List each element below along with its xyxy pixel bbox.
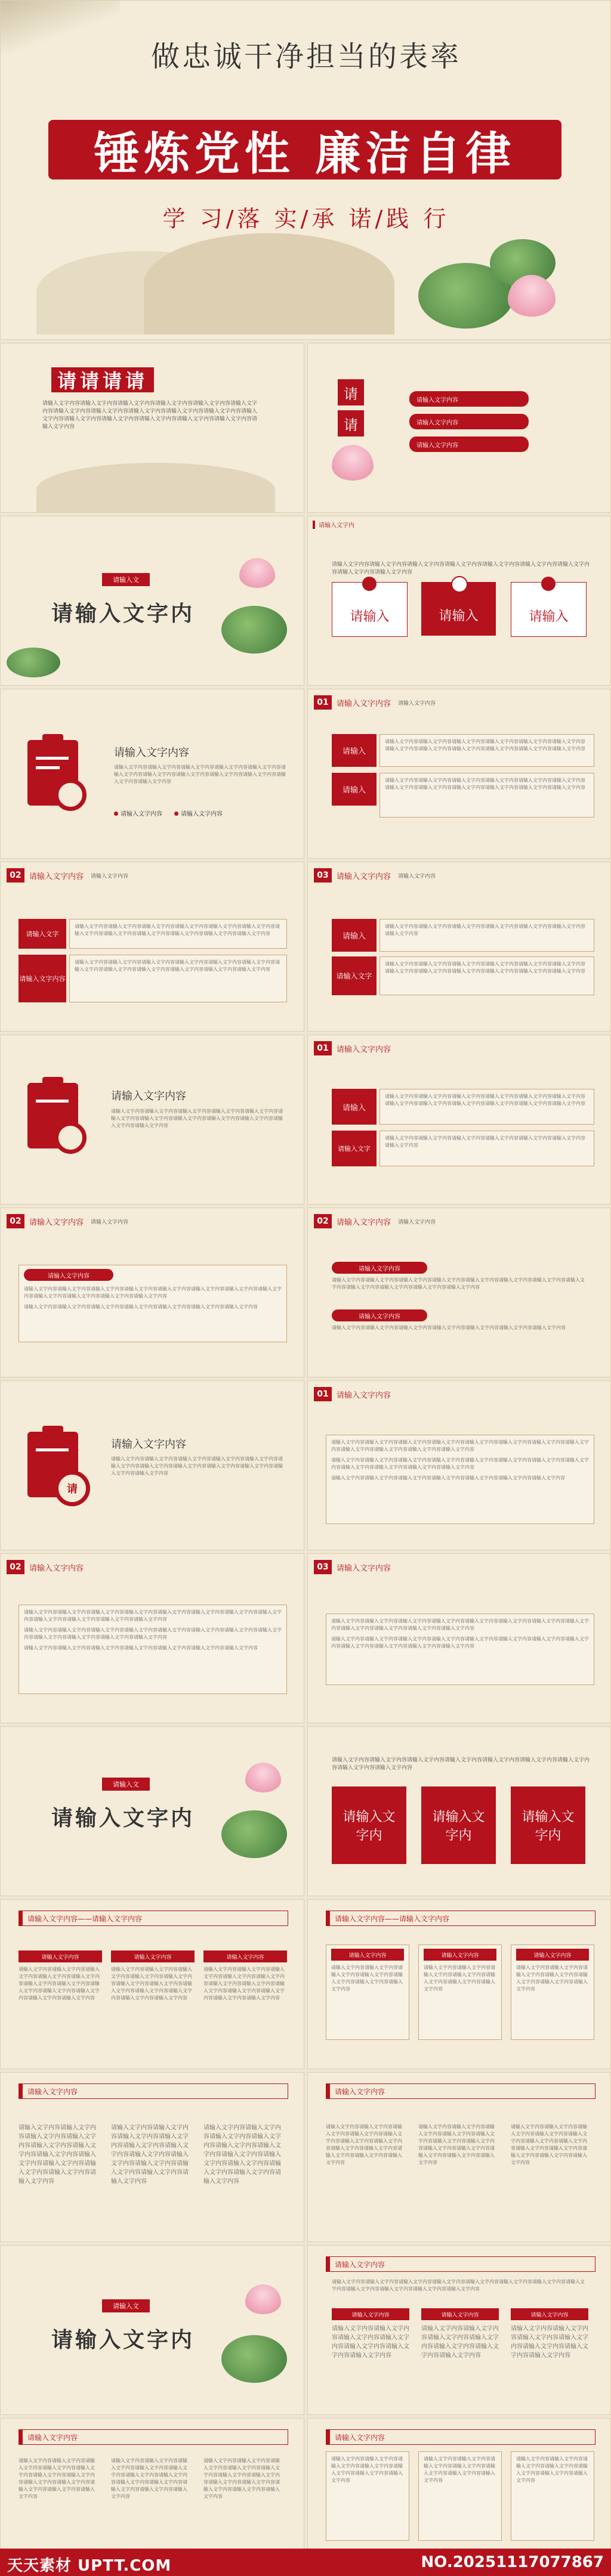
toc-item-3[interactable] [409, 436, 529, 452]
list-text-1: 请输入文字内容请输入文字内容请输入文字内容请输入文字内容请输入文字内容请输入文字内容请输入文字内容请输入文字内容请输入文字内容请输入文字内容请输入文字内容请输入文字内容 [24, 1286, 282, 1299]
list-text-2: 请输入文字内容请输入文字内容请输入文字内容请输入文字内容请输入文字内容请输入文字内容请输入文字内容 [24, 1304, 258, 1309]
toc-calligraphy-lotus [332, 445, 374, 481]
doc-legend [114, 809, 223, 818]
section2-title: 请输入文字内 [51, 1806, 195, 1831]
slide-header [314, 868, 436, 883]
section-number: 03 [314, 868, 332, 883]
list-text-3: 请输入文字内容请输入文字内容请输入文字内容请输入文字内容请输入文字内容请输入文字内容请输入文字内容 [331, 1475, 565, 1481]
toc-item-1[interactable] [409, 391, 529, 407]
columns-header-text: 请输入文字内容 [27, 2433, 78, 2442]
card-1 [326, 1945, 409, 2040]
box-card-2[interactable]: 请输入文字内 [421, 1787, 496, 1864]
row-label-2: 请输入 [332, 773, 377, 806]
list-panel [326, 1614, 594, 1685]
columns-slide-d [307, 2072, 611, 2242]
box-card-1[interactable]: 请输入文字内 [332, 1787, 406, 1864]
slide-header [314, 1387, 391, 1401]
row-text-1: 请输入文字内容请输入文字内容请输入文字内容请输入文字内容请输入文字内容请输入文字内容请输入文字内容请输入文字内容请输入文字内容请输入文字内容请输入文字内容请输入文字内容 [69, 919, 287, 949]
doc-title: 请输入文字内容 [114, 747, 189, 759]
columns-header [18, 1911, 288, 1926]
column-2-text: 请输入文字内容请输入文字内容请输入文字内容请输入文字内容请输入文字内容请输入文字内容请输入文字内容请输入文字内容请输入文字内容请输入文字内容请输入文字内容请输入文字内容 [111, 1967, 192, 2001]
section-title: 请输入文字内容 [29, 872, 84, 881]
section-title: 请输入文字内容 [337, 1045, 391, 1054]
slide-header [314, 1041, 391, 1055]
section-number: 01 [314, 1387, 332, 1401]
row-label-1: 请输入 [332, 919, 377, 952]
columns-header [326, 2429, 595, 2445]
row-text-1: 请输入文字内容请输入文字内容请输入文字内容请输入文字内容请输入文字内容请输入文字内容请输入文字内容 [379, 919, 594, 952]
doc-title: 请输入文字内容 [111, 1438, 186, 1451]
section2-body: 请输入文字内容请输入文字内容请输入文字内容请输入文字内容请输入文字内容请输入文字内容请输入文字内容请输入文字内容请输入文字内容 [332, 1757, 590, 1771]
section-number: 02 [7, 868, 24, 883]
card-3 [511, 1945, 594, 2040]
toc-body: 请输入文字内容请输入文字内容请输入文字内容请输入文字内容请输入文字内容请输入文字内容请输入文字内容请输入文字内容请输入文字内容请输入文字内容请输入文字内容请输入文字内容请输入文字内容请输入文字内容请输入文字内容请输入文字内容请输入文字内容请输入文字内容 [42, 401, 258, 430]
circle-card-1-dot [362, 577, 377, 591]
card-2-text: 请输入文字内容请输入文字内容请输入文字内容请输入文字内容请输入文字内容请输入文字内容请输入文字内容 [424, 2456, 495, 2483]
section-title: 请输入文字内容 [29, 1563, 84, 1573]
col-label-1: 请输入文字内容 [332, 2308, 409, 2320]
list-text-1: 请输入文字内容请输入文字内容请输入文字内容请输入文字内容请输入文字内容请输入文字内容请输入文字内容请输入文字内容请输入文字内容请输入文字内容请输入文字内容请输入文字内容 [332, 1277, 585, 1290]
row-label-1: 请输入文字 [18, 919, 66, 949]
card-1-label: 请输入文字内容 [331, 1949, 404, 1961]
section2-slide-left [0, 1726, 304, 1896]
section1-tag: 请输入文 [102, 573, 150, 586]
toc-mountain [36, 463, 275, 513]
header-bar-icon [326, 1911, 330, 1925]
cover-slide [0, 0, 611, 340]
numbered-slide-03a [307, 862, 611, 1032]
column-2-text: 请输入文字内容请输入文字内容请输入文字内容请输入文字内容请输入文字内容请输入文字内容请输入文字内容请输入文字内容请输入文字内容请输入文字内容请输入文字内容请输入文字内容 [111, 2125, 189, 2185]
numbered-slide-02b [0, 1208, 304, 1377]
column-3-text: 请输入文字内容请输入文字内容请输入文字内容请输入文字内容请输入文字内容请输入文字内容请输入文字内容请输入文字内容请输入文字内容请输入文字内容请输入文字内容请输入文字内容 [203, 1967, 285, 2001]
section-number: 03 [314, 1560, 332, 1574]
toc-item-2-label: 请输入文字内容 [416, 419, 458, 426]
slide-header [7, 1560, 84, 1574]
cover-main-title [48, 120, 561, 179]
slide-header [7, 1214, 128, 1228]
list-panel [18, 1605, 287, 1694]
columns-header-text: 请输入文字内容——请输入文字内容 [27, 1914, 143, 1923]
circle-card-3-dot [541, 577, 556, 591]
list-text-2: 请输入文字内容请输入文字内容请输入文字内容请输入文字内容请输入文字内容请输入文字内容请输入文字内容 [332, 1325, 566, 1330]
section1-header [313, 520, 354, 529]
circle-card-1-label: 请输入 [350, 609, 390, 624]
column-3-label: 请输入文字内容 [203, 1950, 287, 1962]
section-subtitle: 请输入文字内容 [398, 873, 436, 880]
section-title: 请输入文字内容 [29, 1218, 84, 1227]
column-2 [111, 1950, 195, 2002]
section-number: 02 [314, 1214, 332, 1228]
numbered-slide-01b [307, 1035, 611, 1205]
toc-side-char-2: 请 [338, 410, 364, 436]
mountain-decoration [36, 215, 394, 335]
columns-slide-c [0, 2072, 304, 2242]
columns-slide-e [0, 2418, 304, 2549]
row-text-2: 请输入文字内容请输入文字内容请输入文字内容请输入文字内容请输入文字内容请输入文字内容请输入文字内容请输入文字内容请输入文字内容请输入文字内容请输入文字内容请输入文字内容 [379, 956, 594, 995]
section3-slide-right [307, 2245, 611, 2415]
section-title: 请输入文字内容 [337, 1218, 391, 1227]
header-bar-icon [326, 2084, 330, 2098]
column-2-text: 请输入文字内容请输入文字内容请输入文字内容请输入文字内容请输入文字内容请输入文字内容请输入文字内容请输入文字内容请输入文字内容请输入文字内容请输入文字内容请输入文字内容 [418, 2124, 495, 2165]
row-label-2: 请输入文字内容 [18, 955, 66, 1002]
columns-header-text: 请输入文字内容——请输入文字内容 [335, 1914, 450, 1923]
slide-header [314, 1560, 391, 1574]
numbered-slide-01c [307, 1380, 611, 1550]
section1-lotus [239, 558, 275, 588]
row-text-2: 请输入文字内容请输入文字内容请输入文字内容请输入文字内容请输入文字内容请输入文字内容请输入文字内容 [379, 1131, 594, 1166]
header-bar-icon [326, 2257, 330, 2271]
section1-header-text: 请输入文字内 [319, 522, 354, 529]
col-label-2: 请输入文字内容 [421, 2308, 499, 2320]
toc-title-text: 请请请请 [57, 370, 149, 392]
doc-icon-slide-a [0, 689, 304, 859]
card-3-text: 请输入文字内容请输入文字内容请输入文字内容请输入文字内容请输入文字内容请输入文字内容请输入文字内容 [516, 1965, 588, 1992]
section1-title: 请输入文字内 [51, 602, 195, 626]
card-3-label: 请输入文字内容 [516, 1949, 589, 1961]
toc-side-block [338, 379, 364, 439]
cover-title-text: 锤炼党性 廉洁自律 [94, 126, 516, 180]
col-text-2: 请输入文字内容请输入文字内容请输入文字内容请输入文字内容请输入文字内容请输入文字内容请输入文字内容 [421, 2326, 499, 2359]
columns-header-text: 请输入文字内容 [335, 2087, 385, 2096]
row-text-2: 请输入文字内容请输入文字内容请输入文字内容请输入文字内容请输入文字内容请输入文字内容请输入文字内容请输入文字内容请输入文字内容请输入文字内容请输入文字内容请输入文字内容 [379, 773, 594, 818]
column-1-label: 请输入文字内容 [18, 1950, 102, 1962]
row-label-2: 请输入文字 [332, 1131, 377, 1166]
column-3 [203, 1950, 287, 2002]
doc-icon-slide-c [0, 1380, 304, 1550]
section1-slide-left [0, 516, 304, 686]
section-number: 02 [7, 1560, 24, 1574]
toc-side-char-1: 请 [338, 379, 364, 405]
numbered-slide-02c [307, 1208, 611, 1377]
list-panel [326, 1435, 594, 1524]
column-3-text: 请输入文字内容请输入文字内容请输入文字内容请输入文字内容请输入文字内容请输入文字内容请输入文字内容请输入文字内容请输入文字内容请输入文字内容请输入文字内容请输入文字内容 [511, 2124, 587, 2165]
section-number: 02 [7, 1214, 24, 1228]
circle-card-2-dot [451, 576, 468, 593]
doc-icon-slide-b [0, 1035, 304, 1205]
column-1-text: 请输入文字内容请输入文字内容请输入文字内容请输入文字内容请输入文字内容请输入文字内容请输入文字内容请输入文字内容请输入文字内容请输入文字内容请输入文字内容请输入文字内容 [18, 2458, 95, 2499]
columns-slide-b [307, 1899, 611, 2069]
slide-header [314, 695, 436, 710]
section3-body: 请输入文字内容请输入文字内容请输入文字内容请输入文字内容请输入文字内容请输入文字内容请输入文字内容请输入文字内容请输入文字内容请输入文字内容请输入文字内容请输入文字内容 [332, 2279, 585, 2292]
list-panel [18, 1265, 287, 1342]
card-1 [326, 2451, 409, 2541]
watermark-right: NO.20251117077867 [421, 2553, 604, 2571]
cover-subtitle-top: 做忠诚干净担当的表率 [150, 40, 461, 73]
column-1-text: 请输入文字内容请输入文字内容请输入文字内容请输入文字内容请输入文字内容请输入文字内容请输入文字内容请输入文字内容请输入文字内容请输入文字内容请输入文字内容请输入文字内容 [18, 2125, 96, 2185]
section3-title: 请输入文字内 [51, 2328, 195, 2352]
columns-slide-f [307, 2418, 611, 2549]
card-3 [511, 2451, 594, 2541]
section-number: 01 [314, 695, 332, 710]
columns-header-text: 请输入文字内容 [335, 2433, 385, 2442]
card-2-label: 请输入文字内容 [424, 1949, 496, 1961]
header-bar-icon [19, 2084, 23, 2098]
row-label-1: 请输入 [332, 1089, 377, 1125]
card-2 [418, 2451, 502, 2541]
columns-header [18, 2083, 288, 2099]
columns-header [326, 1911, 595, 1926]
column-1 [18, 1950, 102, 2002]
slide-header [7, 868, 128, 883]
list-text-1: 请输入文字内容请输入文字内容请输入文字内容请输入文字内容请输入文字内容请输入文字内容请输入文字内容请输入文字内容请输入文字内容请输入文字内容请输入文字内容请输入文字内容 [331, 1439, 589, 1452]
columns-header [326, 2083, 595, 2099]
card-1-text: 请输入文字内容请输入文字内容请输入文字内容请输入文字内容请输入文字内容请输入文字内容请输入文字内容 [331, 2456, 403, 2483]
section2-leaf [221, 1810, 287, 1858]
watermark-footer [0, 2549, 611, 2576]
circle-card-2-label: 请输入 [439, 609, 479, 624]
card-3-text: 请输入文字内容请输入文字内容请输入文字内容请输入文字内容请输入文字内容请输入文字内容请输入文字内容 [516, 2456, 588, 2483]
cover-slogan: 学 习/落 实/承 诺/践 行 [162, 206, 450, 232]
legend-item-2: 请输入文字内容 [174, 809, 223, 818]
section1-body: 请输入文字内容请输入文字内容请输入文字内容请输入文字内容请输入文字内容请输入文字内容请输入文字内容请输入文字内容请输入文字内容 [332, 562, 590, 575]
document-search-icon [27, 1426, 93, 1509]
row-text-1: 请输入文字内容请输入文字内容请输入文字内容请输入文字内容请输入文字内容请输入文字内容请输入文字内容请输入文字内容请输入文字内容请输入文字内容请输入文字内容请输入文字内容 [379, 734, 594, 767]
legend-item-1: 请输入文字内容 [114, 809, 162, 818]
toc-slide-left [0, 343, 304, 513]
list-text-3: 请输入文字内容请输入文字内容请输入文字内容请输入文字内容请输入文字内容请输入文字内容请输入文字内容 [24, 1645, 258, 1651]
section2-slide-right [307, 1726, 611, 1896]
toc-slide-right [307, 343, 611, 513]
column-1-text: 请输入文字内容请输入文字内容请输入文字内容请输入文字内容请输入文字内容请输入文字内容请输入文字内容请输入文字内容请输入文字内容请输入文字内容请输入文字内容请输入文字内容 [326, 2124, 402, 2165]
section-number: 01 [314, 1041, 332, 1055]
card-2-text: 请输入文字内容请输入文字内容请输入文字内容请输入文字内容请输入文字内容请输入文字内容请输入文字内容 [424, 1965, 495, 1992]
circle-card-1[interactable] [332, 582, 408, 637]
toc-title [51, 367, 154, 392]
section3-slide-left [0, 2245, 304, 2415]
section-subtitle: 请输入文字内容 [398, 1219, 436, 1225]
box-card-3[interactable]: 请输入文字内 [511, 1787, 585, 1864]
slide-header [314, 1214, 436, 1228]
columns-slide-a [0, 1899, 304, 2069]
circle-card-3-label: 请输入 [529, 609, 569, 624]
columns-header-text: 请输入文字内容 [335, 2260, 385, 2269]
section-subtitle: 请输入文字内容 [91, 873, 129, 880]
col-text-1: 请输入文字内容请输入文字内容请输入文字内容请输入文字内容请输入文字内容请输入文字内容请输入文字内容 [332, 2326, 409, 2359]
toc-item-1-label: 请输入文字内容 [416, 397, 458, 404]
section3-tag: 请输入文 [102, 2299, 150, 2312]
section2-lotus [245, 1763, 281, 1792]
column-3-text: 请输入文字内容请输入文字内容请输入文字内容请输入文字内容请输入文字内容请输入文字内容请输入文字内容请输入文字内容请输入文字内容请输入文字内容请输入文字内容请输入文字内容 [203, 2125, 281, 2185]
list-pill-2: 请输入文字内容 [332, 1309, 427, 1321]
circle-card-2[interactable] [421, 582, 496, 636]
row-label-1: 请输入 [332, 734, 377, 767]
list-text-1: 请输入文字内容请输入文字内容请输入文字内容请输入文字内容请输入文字内容请输入文字内容请输入文字内容请输入文字内容请输入文字内容请输入文字内容请输入文字内容请输入文字内容 [331, 1618, 589, 1631]
toc-item-3-label: 请输入文字内容 [416, 442, 458, 449]
lotus-illustration [418, 227, 597, 335]
header-bar-icon [19, 1911, 23, 1925]
list-text-2: 请输入文字内容请输入文字内容请输入文字内容请输入文字内容请输入文字内容请输入文字内容请输入文字内容请输入文字内容请输入文字内容请输入文字内容请输入文字内容请输入文字内容 [24, 1627, 282, 1640]
list-text-2: 请输入文字内容请输入文字内容请输入文字内容请输入文字内容请输入文字内容请输入文字内容请输入文字内容请输入文字内容请输入文字内容请输入文字内容请输入文字内容请输入文字内容 [331, 1457, 589, 1470]
col-text-3: 请输入文字内容请输入文字内容请输入文字内容请输入文字内容请输入文字内容请输入文字内容请输入文字内容 [511, 2326, 588, 2359]
section-subtitle: 请输入文字内容 [91, 1219, 129, 1225]
list-pill: 请输入文字内容 [24, 1269, 113, 1281]
row-text-2: 请输入文字内容请输入文字内容请输入文字内容请输入文字内容请输入文字内容请输入文字内容请输入文字内容请输入文字内容请输入文字内容请输入文字内容请输入文字内容请输入文字内容 [69, 955, 287, 1002]
document-search-icon [27, 1077, 87, 1154]
header-bar-icon [326, 2430, 330, 2444]
list-text-1: 请输入文字内容请输入文字内容请输入文字内容请输入文字内容请输入文字内容请输入文字内容请输入文字内容请输入文字内容请输入文字内容请输入文字内容请输入文字内容请输入文字内容 [24, 1609, 282, 1622]
doc-body: 请输入文字内容请输入文字内容请输入文字内容请输入文字内容请输入文字内容请输入文字内容请输入文字内容请输入文字内容请输入文字内容请输入文字内容请输入文字内容请输入文字内容 [111, 1109, 283, 1128]
col-label-3: 请输入文字内容 [511, 2308, 588, 2320]
document-search-icon [27, 734, 87, 812]
column-2-label: 请输入文字内容 [111, 1950, 195, 1962]
numbered-slide-01a [307, 689, 611, 859]
column-2-text: 请输入文字内容请输入文字内容请输入文字内容请输入文字内容请输入文字内容请输入文字内容请输入文字内容请输入文字内容请输入文字内容请输入文字内容请输入文字内容请输入文字内容 [111, 2458, 187, 2499]
numbered-slide-02d [0, 1553, 304, 1723]
list-pill-1: 请输入文字内容 [332, 1262, 427, 1274]
columns-header [326, 2256, 595, 2272]
section-title: 请输入文字内容 [337, 1563, 391, 1573]
header-bar-icon [313, 521, 315, 529]
column-3-text: 请输入文字内容请输入文字内容请输入文字内容请输入文字内容请输入文字内容请输入文字内容请输入文字内容请输入文字内容请输入文字内容请输入文字内容请输入文字内容请输入文字内容 [203, 2458, 280, 2499]
toc-item-2[interactable] [409, 414, 529, 429]
section-subtitle: 请输入文字内容 [398, 700, 436, 707]
doc-body: 请输入文字内容请输入文字内容请输入文字内容请输入文字内容请输入文字内容请输入文字内容请输入文字内容请输入文字内容请输入文字内容请输入文字内容请输入文字内容请输入文字内容 [111, 1456, 283, 1476]
section-title: 请输入文字内容 [337, 699, 391, 708]
doc-body: 请输入文字内容请输入文字内容请输入文字内容请输入文字内容请输入文字内容请输入文字内容请输入文字内容请输入文字内容请输入文字内容请输入文字内容请输入文字内容请输入文字内容 [114, 764, 286, 784]
row-text-1: 请输入文字内容请输入文字内容请输入文字内容请输入文字内容请输入文字内容请输入文字内容请输入文字内容请输入文字内容请输入文字内容请输入文字内容请输入文字内容请输入文字内容 [379, 1089, 594, 1125]
section3-leaf [221, 2335, 287, 2383]
numbered-slide-02a [0, 862, 304, 1032]
columns-header [18, 2429, 288, 2445]
circle-card-3[interactable] [511, 582, 587, 637]
columns-header-text: 请输入文字内容 [27, 2087, 78, 2096]
list-text-2: 请输入文字内容请输入文字内容请输入文字内容请输入文字内容请输入文字内容请输入文字内容请输入文字内容请输入文字内容请输入文字内容请输入文字内容请输入文字内容请输入文字内容 [331, 1636, 589, 1649]
numbered-slide-03b [307, 1553, 611, 1723]
section-title: 请输入文字内容 [337, 1391, 391, 1400]
section1-slide-right [307, 516, 611, 686]
doc-title: 请输入文字内容 [111, 1090, 186, 1103]
watermark-left: 天天素材 UPTT.COM [7, 2557, 172, 2575]
header-bar-icon [19, 2430, 23, 2444]
card-1-text: 请输入文字内容请输入文字内容请输入文字内容请输入文字内容请输入文字内容请输入文字内容请输入文字内容 [331, 1965, 403, 1992]
section-title: 请输入文字内容 [337, 872, 391, 881]
section3-lotus [245, 2284, 281, 2314]
magnifier-char: 请 [67, 1483, 78, 1496]
section1-ground-lotus [7, 648, 60, 677]
column-1-text: 请输入文字内容请输入文字内容请输入文字内容请输入文字内容请输入文字内容请输入文字内容请输入文字内容请输入文字内容请输入文字内容请输入文字内容请输入文字内容请输入文字内容 [18, 1967, 100, 2001]
row-label-2: 请输入文字 [332, 956, 377, 995]
section2-tag: 请输入文 [102, 1778, 150, 1791]
section1-leaf [221, 606, 287, 654]
card-2 [418, 1945, 502, 2040]
